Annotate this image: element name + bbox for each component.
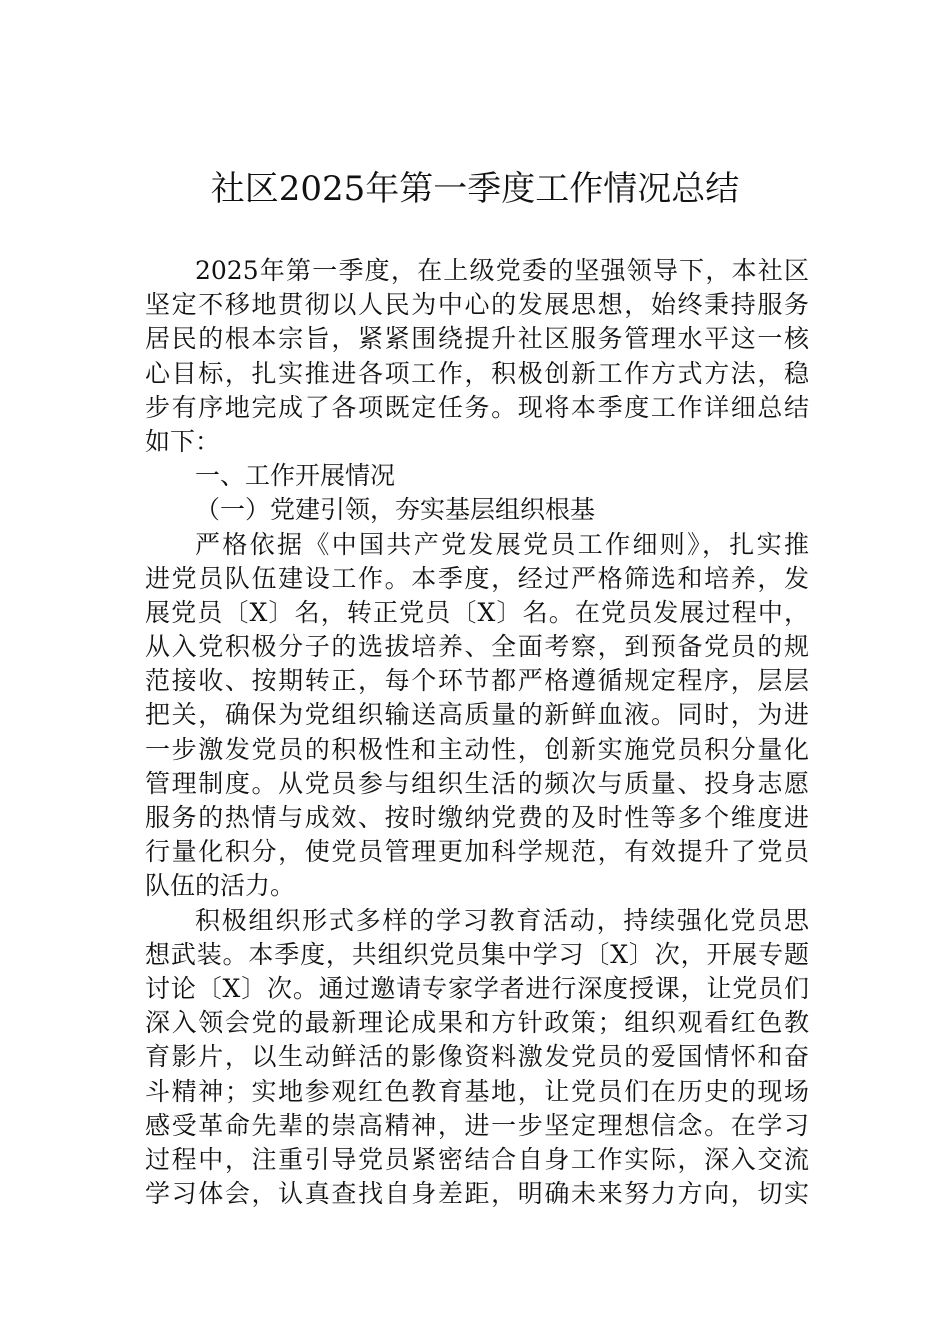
paragraph-line: 心目标，扎实推进各项工作，积极创新工作方式方法，稳	[145, 358, 809, 388]
paragraph-line: 学习体会，认真查找自身差距，明确未来努力方向，切实	[145, 1179, 809, 1209]
section-heading: 一、工作开展情况	[195, 461, 396, 491]
paragraph-line: 2025年第一季度，在上级党委的坚强领导下，本社区	[195, 256, 809, 285]
paragraph-line: 育影片，以生动鲜活的影像资料激发党员的爱国情怀和奋	[145, 1042, 809, 1072]
paragraph-line: 展党员〔X〕名，转正党员〔X〕名。在党员发展过程中，	[145, 597, 809, 627]
paragraph-line: 进党员队伍建设工作。本季度，经过严格筛选和培养，发	[145, 563, 809, 593]
paragraph-line: 积极组织形式多样的学习教育活动，持续强化党员思	[195, 905, 809, 935]
paragraph-line: 斗精神；实地参观红色教育基地，让党员们在历史的现场	[145, 1076, 809, 1106]
paragraph-line: 步有序地完成了各项既定任务。现将本季度工作详细总结	[145, 392, 809, 422]
paragraph-line: 一步激发党员的积极性和主动性，创新实施党员积分量化	[145, 734, 809, 764]
paragraph-line: 从入党积极分子的选拔培养、全面考察，到预备党员的规	[145, 632, 809, 662]
document-title: 社区2025年第一季度工作情况总结	[210, 169, 740, 209]
paragraph-line: 范接收、按期转正，每个环节都严格遵循规定程序，层层	[145, 666, 809, 696]
paragraph-line: 坚定不移地贯彻以人民为中心的发展思想，始终秉持服务	[145, 290, 809, 320]
subsection-heading: （一）党建引领，夯实基层组织根基	[195, 495, 596, 525]
paragraph-line: 深入领会党的最新理论成果和方针政策；组织观看红色教	[145, 1008, 809, 1038]
paragraph-line: 过程中，注重引导党员紧密结合自身工作实际，深入交流	[145, 1144, 809, 1174]
paragraph-line: 服务的热情与成效、按时缴纳党费的及时性等多个维度进	[145, 803, 809, 832]
paragraph-line: 居民的根本宗旨，紧紧围绕提升社区服务管理水平这一核	[145, 324, 809, 354]
paragraph-line: 感受革命先辈的崇高精神，进一步坚定理想信念。在学习	[145, 1110, 809, 1140]
document-body	[145, 254, 809, 1211]
paragraph-line: 严格依据《中国共产党发展党员工作细则》，扎实推	[195, 529, 809, 559]
paragraph-line: 想武装。本季度，共组织党员集中学习〔X〕次，开展专题	[145, 939, 809, 969]
paragraph-line: 行量化积分，使党员管理更加科学规范，有效提升了党员	[145, 837, 809, 867]
paragraph-line: 如下：	[145, 426, 221, 456]
paragraph-line: 把关，确保为党组织输送高质量的新鲜血液。同时，为进	[145, 700, 809, 730]
paragraph-line: 讨论〔X〕次。通过邀请专家学者进行深度授课，让党员们	[145, 973, 809, 1003]
paragraph-line: 管理制度。从党员参与组织生活的频次与质量、投身志愿	[145, 768, 809, 798]
paragraph-line: 队伍的活力。	[145, 871, 296, 901]
